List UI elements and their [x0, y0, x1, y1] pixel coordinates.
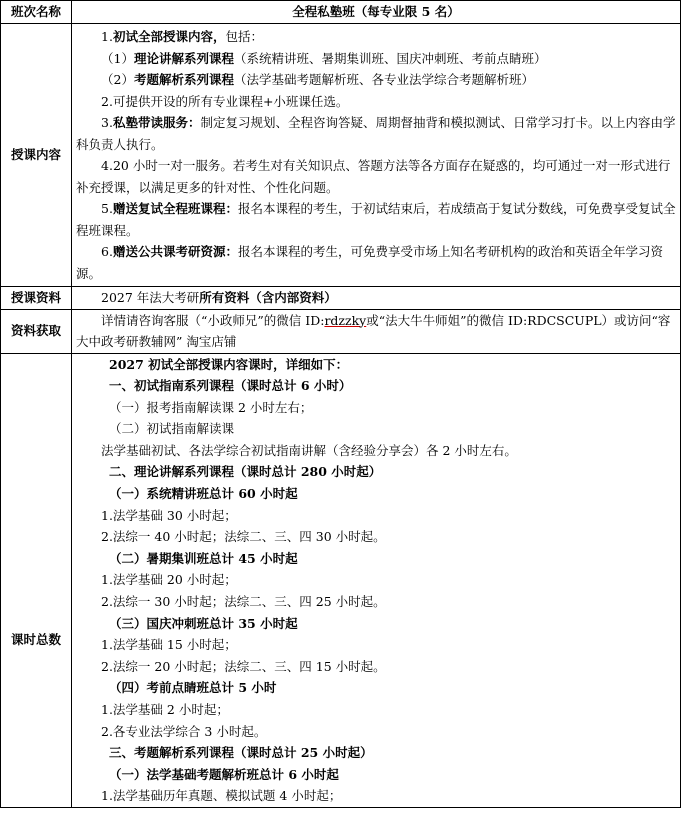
content-line [76, 48, 676, 70]
content-line [76, 26, 676, 48]
hours-row [1, 353, 681, 807]
content-line-text: （系统精讲班、暑期集训班、国庆冲刺班、考前点睛班） [233, 50, 547, 66]
hours-line: 1.法学基础历年真题、模拟试题 4 小时起； [101, 788, 342, 804]
content-line-prefix: 6. [101, 244, 113, 259]
materials-bold: 所有资料（含内部资料） [199, 290, 337, 305]
access-text [76, 310, 676, 353]
access-row [1, 309, 681, 353]
content-line-prefix: 4. [101, 158, 113, 173]
content-label: 授课内容 [1, 24, 72, 287]
content-line-prefix: （1） [101, 50, 134, 66]
hours-lines [76, 354, 676, 807]
hours-line: （二）暑期集训班总计 45 小时起 [109, 550, 298, 566]
hours-line: （一）法学基础考题解析班总计 6 小时起 [109, 766, 339, 782]
content-line-prefix: 2. [101, 93, 113, 109]
hours-line: 1.法学基础 2 小时起； [101, 702, 229, 717]
content-lines [76, 26, 676, 284]
content-line-text: 报名本课程的考生，于初试结束后，若成绩高于复试分数线，可免费享受复试全程班课程。 [76, 201, 676, 238]
hours-cell [72, 353, 681, 807]
content-row [1, 24, 681, 287]
hours-line: （一）系统精讲班总计 60 小时起 [109, 486, 298, 502]
content-line-bold: 初试全部授课内容， [112, 29, 226, 44]
content-line-bold: 赠送复试全程班课程： [112, 201, 238, 216]
content-line-prefix: （2） [101, 72, 134, 87]
hours-line: （四）考前点睛班总计 5 小时 [109, 680, 277, 696]
content-line-prefix: 5. [101, 201, 113, 216]
hours-line: 2.各专业法学综合 3 小时起。 [101, 723, 267, 739]
materials-label: 授课资料 [1, 287, 72, 310]
access-cell [72, 309, 681, 353]
access-text1: 详情请咨询客服（“小政师兄”的微信 ID: [101, 312, 325, 328]
content-line-text: 可提供开设的所有专业课程+小班课任选。 [112, 93, 349, 109]
hours-label: 课时总数 [1, 353, 72, 807]
hours-line: 一、初试指南系列课程（课时总计 6 小时） [109, 378, 352, 394]
content-line-bold: 考题解析系列课程 [133, 72, 234, 87]
hours-line: 1.法学基础 15 小时起； [101, 637, 237, 653]
content-line [76, 241, 676, 284]
materials-text [76, 287, 676, 309]
content-line-prefix: 3. [101, 115, 113, 130]
hours-line: 法学基础初试、各法学综合初试指南讲解（含经验分享会）各 2 小时左右。 [101, 442, 517, 458]
hours-line: 2.法综一 20 小时起；法综二、三、四 15 小时起。 [101, 658, 386, 674]
access-text3: 或访问“容大中政考研教辅网” 淘宝店铺 [76, 312, 671, 349]
content-line-text: 制定复习规划、全程咨询答疑、周期督抽背和模拟测试、日常学习打卡。以上内容由学科负责人执行。 [76, 115, 676, 152]
access-wechat-id: rdzzky [324, 312, 367, 328]
header-col-name: 班次名称 [1, 1, 72, 24]
hours-line: 2027 初试全部授课内容课时，详细如下： [109, 356, 349, 372]
content-line [76, 112, 676, 155]
content-line-bold: 理论讲解系列课程 [133, 50, 234, 66]
hours-line: 2.法综一 40 小时起；法综二、三、四 30 小时起。 [101, 529, 386, 545]
materials-cell [72, 287, 681, 310]
hours-line: 三、考题解析系列课程（课时总计 25 小时起） [109, 745, 373, 761]
hours-line: （二）初试指南解读课 [109, 421, 235, 437]
materials-pre: 2027 年法大考研 [101, 290, 200, 305]
hours-line: （一）报考指南解读课 2 小时左右； [109, 399, 313, 415]
content-line-bold: 私塾带读服务： [112, 115, 201, 130]
access-text2: 或“法大牛牛师姐”的微信 ID:RDCSCUPL） [366, 312, 615, 328]
hours-line: （三）国庆冲刺班总计 35 小时起 [109, 615, 298, 631]
content-line-text: 包括： [225, 29, 263, 44]
content-line-prefix: 1. [101, 29, 113, 44]
hours-line: 1.法学基础 30 小时起； [101, 507, 237, 523]
hours-line: 2.法综一 30 小时起；法综二、三、四 25 小时起。 [101, 594, 386, 610]
content-cell [72, 24, 681, 287]
content-line-text: 报名本课程的考生，可免费享受市场上知名考研机构的政治和英语全年学习资源。 [76, 244, 663, 281]
content-line [76, 69, 676, 91]
content-line-text: 20 小时一对一服务。若考生对有关知识点、答题方法等各方面存在疑惑的，均可通过一对一形式进行补充授课，以满足更多的针对性、个性化问题。 [76, 158, 671, 195]
hours-line: 1.法学基础 20 小时起； [101, 572, 237, 588]
access-label: 资料获取 [1, 309, 72, 353]
header-row [1, 1, 681, 24]
content-line [76, 198, 676, 241]
materials-row [1, 287, 681, 310]
header-class-title: 全程私塾班（每专业限 5 名） [72, 1, 681, 24]
hours-line: 二、理论讲解系列课程（课时总计 280 小时起） [109, 464, 382, 480]
content-line [76, 155, 676, 198]
content-line-text: （法学基础考题解析班、各专业法学综合考题解析班） [233, 72, 534, 87]
content-line-bold: 赠送公共课考研资源： [112, 244, 238, 259]
content-line [76, 91, 676, 113]
